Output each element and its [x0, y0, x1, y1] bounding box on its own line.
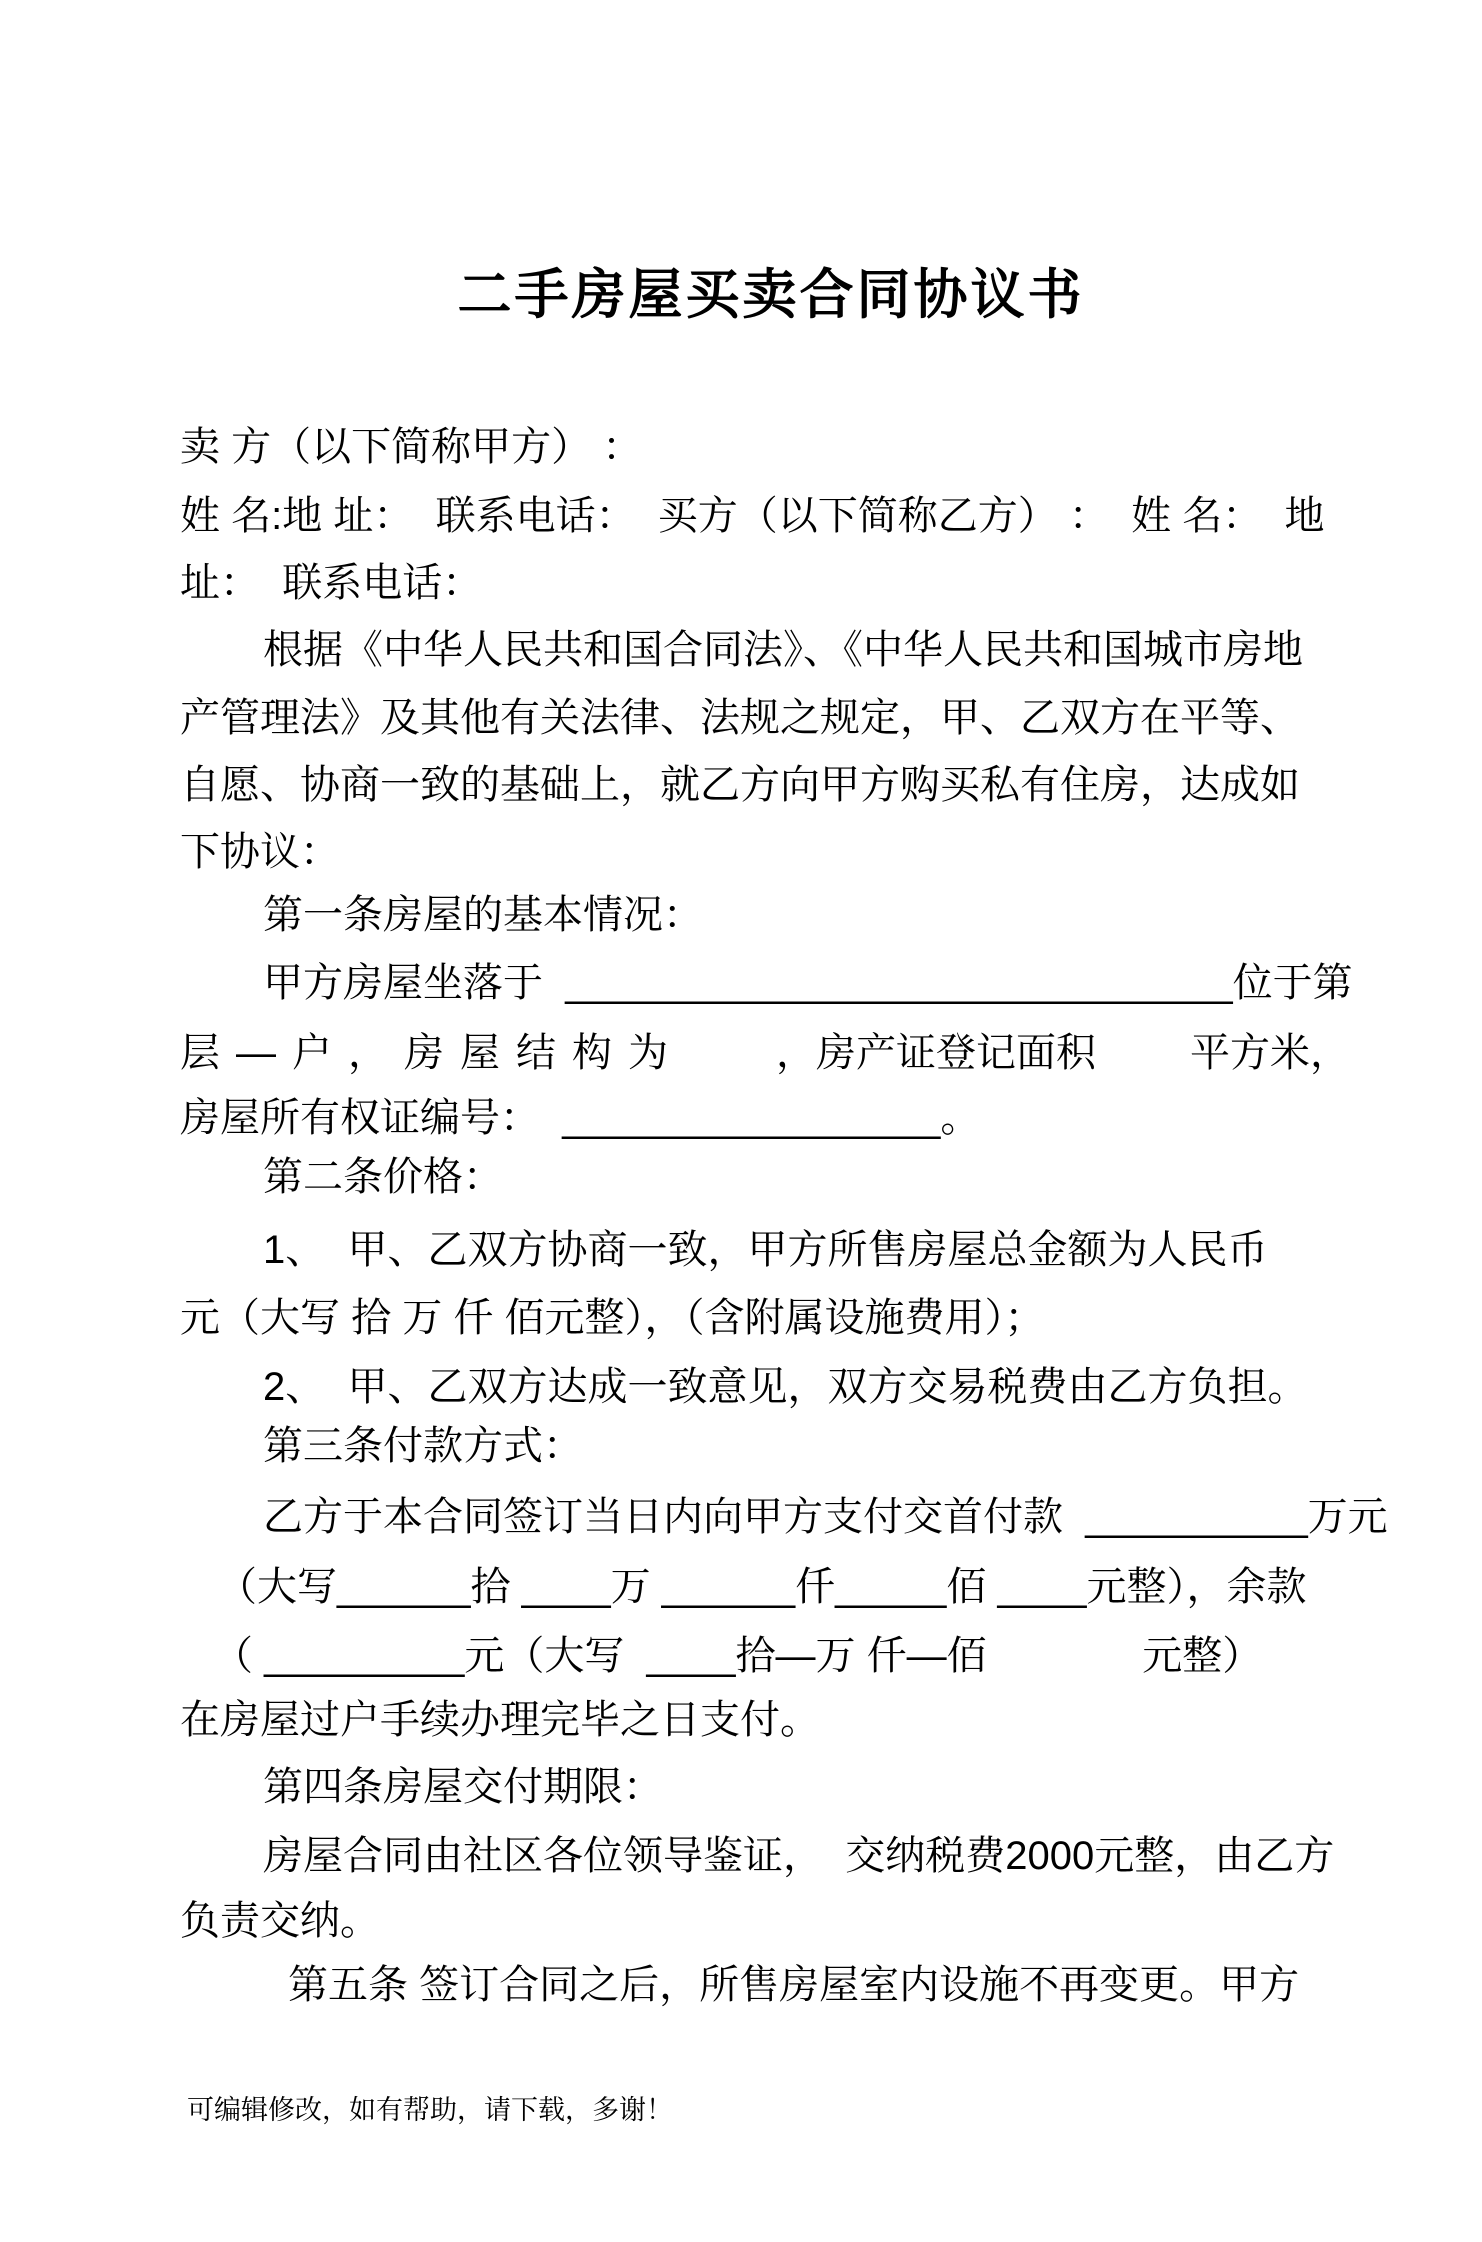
contract-line: 第一条房屋的基本情况：	[263, 893, 703, 937]
contract-line-blank-amount-words: （大写______拾 ____万 ______仟_____佰 ____元整），余款	[217, 1565, 1307, 1609]
contract-line: 根据《中华人民共和国合同法》、《中华人民共和国城市房地	[263, 628, 1303, 672]
contract-line: 自愿、协商一致的基础上，就乙方向甲方购买私有住房，达成如	[180, 763, 1300, 807]
contract-line: 负责交纳。	[180, 1899, 380, 1943]
contract-line: 房屋合同由社区各位领导鉴证， 交纳税费2000元整，由乙方	[263, 1834, 1335, 1878]
contract-line: 姓 名:地 址： 联系电话： 买方（以下简称乙方） ： 姓 名： 地	[180, 494, 1325, 538]
contract-line: 第五条 签订合同之后，所售房屋室内设施不再变更。甲方	[288, 1963, 1300, 2007]
footer-note: 可编辑修改，如有帮助，请下载，多谢！	[187, 2095, 673, 2125]
contract-line-blank-location: 甲方房屋坐落于 ______________________________位于第	[263, 961, 1353, 1005]
contract-line: 第二条价格：	[263, 1155, 503, 1199]
contract-line: 平方米，	[1190, 1031, 1350, 1075]
contract-line: 第三条付款方式：	[263, 1424, 583, 1468]
contract-line: 元（大写 拾 万 仟 佰元整），（含附属设施费用）；	[180, 1296, 1045, 1340]
contract-line: 卖 方（以下简称甲方） ：	[180, 425, 643, 469]
contract-line: 层—户，房屋结构为	[180, 1031, 684, 1075]
contract-line: 2、 甲、乙双方达成一致意见，双方交易税费由乙方负担。	[263, 1365, 1308, 1409]
contract-line-blank-downpayment: 乙方于本合同签订当日内向甲方支付交首付款 __________万元	[263, 1495, 1388, 1539]
contract-line: 产管理法》及其他有关法律、法规之规定，甲、乙双方在平等、	[180, 696, 1300, 740]
contract-line: ，房产证登记面积	[776, 1031, 1096, 1075]
contract-line-blank-certificate: 房屋所有权证编号： _________________。	[180, 1096, 981, 1140]
contract-line: 下协议：	[180, 830, 340, 874]
contract-line: 在房屋过户手续办理完毕之日支付。	[180, 1698, 820, 1742]
contract-line: 1、 甲、乙双方协商一致，甲方所售房屋总金额为人民币	[263, 1228, 1268, 1272]
contract-line: 第四条房屋交付期限：	[263, 1765, 663, 1809]
contract-line: 址： 联系电话：	[180, 561, 483, 605]
contract-line-blank-balance: （ _________元（大写 ____拾—万 仟—佰 元整）	[213, 1634, 1263, 1678]
document-title: 二手房屋买卖合同协议书	[457, 265, 1085, 325]
